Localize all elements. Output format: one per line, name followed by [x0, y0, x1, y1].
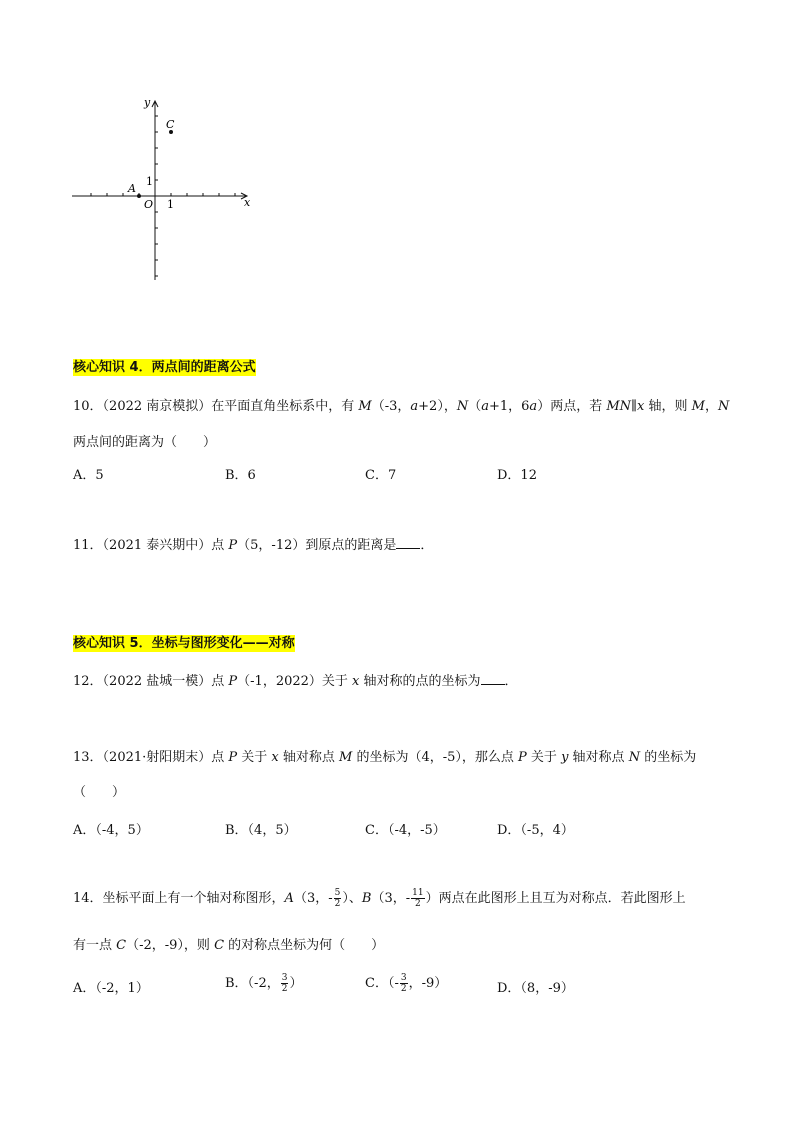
q10-option-a: A．5	[73, 468, 104, 483]
q10-text: （	[468, 399, 482, 414]
q10-option-b: B．6	[225, 468, 256, 483]
q11-text: （5，-12）到原点的距离是	[237, 538, 397, 553]
fraction-numerator: 11	[412, 888, 424, 898]
q14-fraction-a	[334, 888, 342, 909]
q13-var-n: N	[628, 750, 641, 765]
question-13-line-2: （ ）	[73, 785, 126, 800]
q10-text: ）两点，若	[537, 399, 607, 414]
q13-text: 的坐标为（4，-5），那么点	[352, 750, 519, 765]
origin-label: O	[144, 198, 154, 211]
q14-option-a: A．（-2，1）	[73, 981, 149, 996]
q10-option-c: C．7	[365, 468, 397, 483]
q11-text: ．	[420, 538, 434, 553]
q14-text: ，-9）	[408, 976, 448, 991]
q10-var-x: x	[637, 399, 645, 414]
y-axis-label: y	[144, 96, 151, 109]
q10-text: ，	[704, 399, 718, 414]
question-10-line-1	[73, 395, 729, 414]
q14-text: （3，	[371, 891, 406, 906]
q11-answer-blank[interactable]	[396, 536, 420, 549]
q10-option-d: D．12	[497, 468, 537, 483]
q14-text: （-2，-9），则	[126, 938, 215, 953]
q10-text: （-3，	[371, 399, 411, 414]
q10-var-a: a	[529, 399, 538, 414]
q10-text: 轴，则	[644, 399, 692, 414]
q11-text: 11．（2021 泰兴期中）点	[73, 538, 229, 553]
q14-text: C．（	[365, 976, 395, 991]
q14-option-c	[365, 972, 447, 994]
q13-text: 的坐标为	[640, 750, 697, 765]
q14-text: B．（-2，	[225, 976, 280, 991]
question-12	[73, 670, 518, 689]
section-4-title: 核心知识 4．两点间的距离公式	[73, 360, 256, 375]
q13-var-p: P	[518, 750, 527, 765]
q14-text: （3，	[293, 891, 329, 906]
q14-text: -	[328, 891, 333, 906]
section-5-heading	[73, 632, 295, 651]
q13-option-c: C．（-4，-5）	[365, 823, 446, 838]
fraction-denominator: 2	[334, 899, 341, 909]
q10-var-m: M	[358, 399, 372, 414]
q14-text: 的对称点坐标为何（ ）	[224, 938, 385, 953]
q14-option-c-fraction	[400, 973, 408, 994]
q10-text: +1，6	[488, 399, 530, 414]
q13-text: 13．（2021·射阳期末）点	[73, 750, 229, 765]
q12-var-p: P	[228, 674, 238, 689]
q14-var-b: B	[361, 891, 372, 906]
q14-text: -	[394, 976, 399, 991]
fraction-denominator: 2	[414, 899, 421, 909]
q13-var-y: y	[561, 750, 569, 765]
fraction-denominator: 2	[400, 984, 407, 994]
q10-var-m: M	[691, 399, 705, 414]
q10-var-n: N	[717, 399, 730, 414]
q13-text: 关于	[237, 750, 272, 765]
q12-text: 轴对称的点的坐标为	[359, 674, 481, 689]
question-14-line-1	[73, 887, 686, 909]
x-axis-label: x	[244, 196, 251, 209]
point-a-label: A	[128, 182, 136, 195]
q13-var-p: P	[228, 750, 238, 765]
q13-var-m: M	[339, 750, 353, 765]
q14-text: -	[405, 891, 411, 906]
q13-option-d: D．（-5，4）	[497, 823, 574, 838]
fraction-numerator: 3	[400, 973, 407, 983]
q10-text: 10．（2022 南京模拟）在平面直角坐标系中，有	[73, 399, 359, 414]
q12-answer-blank[interactable]	[481, 672, 505, 685]
section-4-heading	[73, 356, 256, 375]
q14-var-c: C	[116, 938, 127, 953]
q14-text: 14．坐标平面上有一个轴对称图形，	[73, 891, 285, 906]
q10-parallel-symbol: ∥	[631, 399, 638, 414]
q14-text: ）两点在此图形上且互为对称点．若此图形上	[425, 891, 686, 906]
q13-text: 轴对称点	[568, 750, 629, 765]
fraction-numerator: 5	[334, 888, 341, 898]
q14-var-c: C	[214, 938, 225, 953]
question-13-line-1	[73, 746, 696, 765]
question-14-line-2	[73, 934, 384, 953]
q10-var-a: a	[410, 399, 419, 414]
q14-text: 有一点	[73, 938, 117, 953]
question-11	[73, 534, 433, 553]
point-a-dot	[137, 194, 141, 198]
coordinate-figure	[60, 90, 270, 290]
q14-fraction-b	[411, 888, 424, 909]
q13-text: 关于	[526, 750, 562, 765]
q14-var-a: A	[284, 891, 294, 906]
question-10-line-2: 两点间的距离为（ ）	[73, 435, 217, 450]
q14-text: ）	[289, 976, 303, 991]
q10-text: +2），	[418, 399, 457, 414]
q10-var-mn: MN	[606, 399, 632, 414]
fraction-denominator: 2	[281, 984, 288, 994]
q10-var-a: a	[481, 399, 489, 414]
q13-option-a: A．（-4，5）	[73, 823, 149, 838]
q14-option-b-fraction	[281, 973, 289, 994]
q12-text: （-1，2022）关于	[237, 674, 353, 689]
q14-text: ）、	[342, 891, 362, 906]
q12-text: ．	[504, 674, 518, 689]
section-5-title: 核心知识 5．坐标与图形变化——对称	[73, 636, 295, 651]
q10-var-n: N	[456, 399, 469, 414]
q11-var-p: P	[228, 538, 238, 553]
q14-option-d: D．（8，-9）	[497, 981, 574, 996]
fraction-numerator: 3	[281, 973, 288, 983]
y-tick-one-label: 1	[146, 175, 153, 188]
q13-var-x: x	[271, 750, 279, 765]
x-tick-one-label: 1	[167, 198, 174, 211]
q12-var-x: x	[352, 674, 360, 689]
q14-option-b	[225, 972, 302, 994]
q13-option-b: B．（4，5）	[225, 823, 297, 838]
q12-text: 12．（2022 盐城一模）点	[73, 674, 229, 689]
point-c-label: C	[166, 118, 175, 131]
q13-text: 轴对称点	[278, 750, 340, 765]
